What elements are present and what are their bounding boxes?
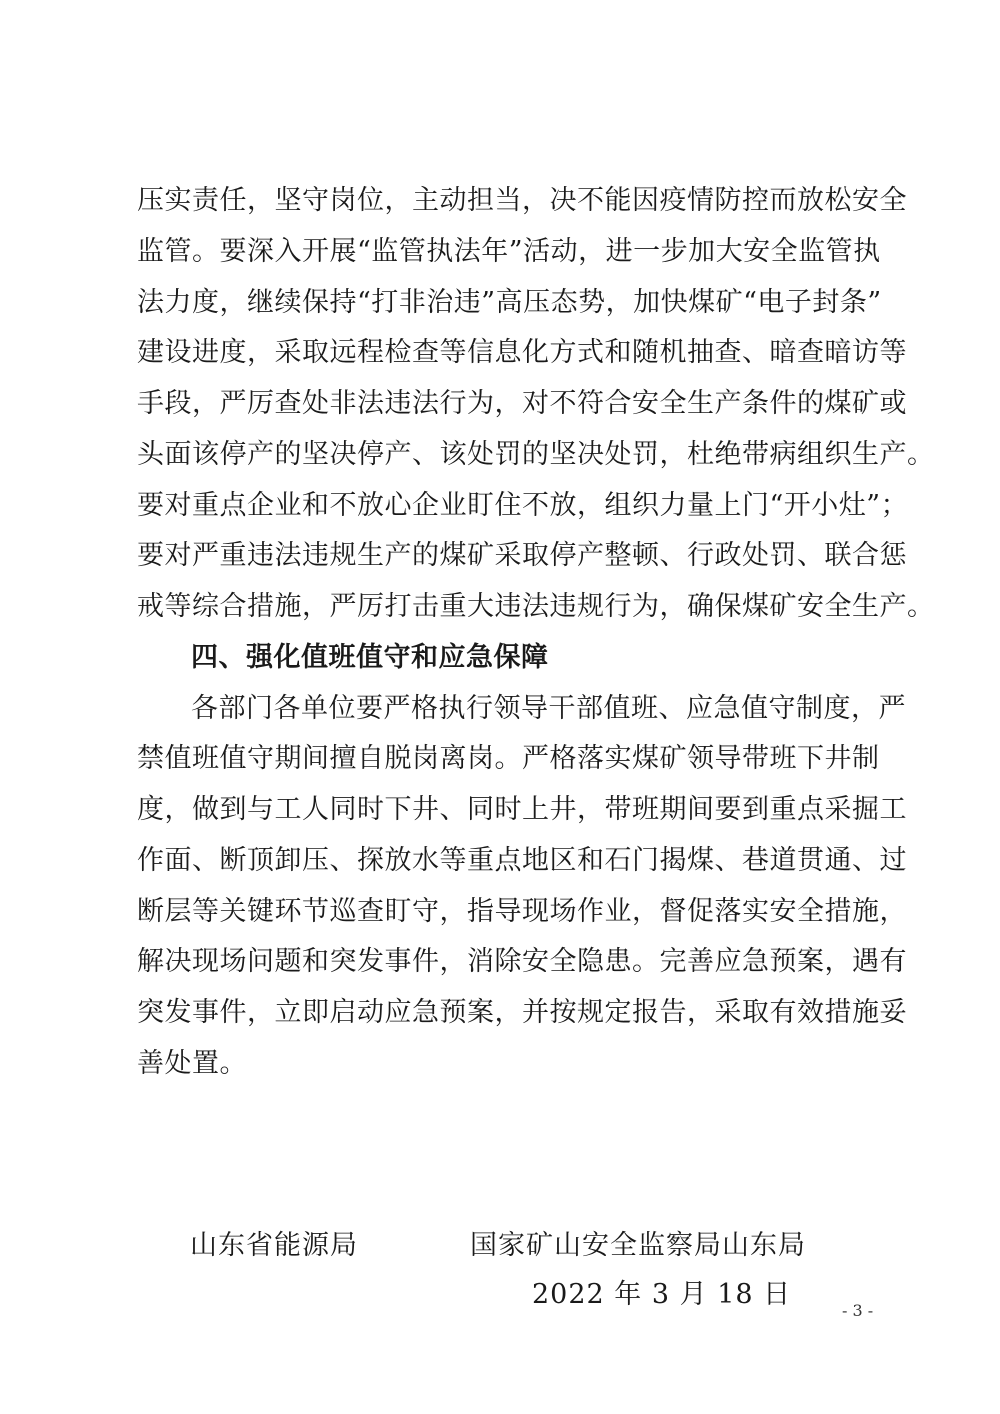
body-text-line: 作面、断顶卸压、探放水等重点地区和石门揭煤、巷道贯通、过 (137, 845, 907, 876)
body-text-line: 度，做到与工人同时下井、同时上井，带班期间要到重点采掘工 (137, 794, 907, 825)
body-text-line: 头面该停产的坚决停产、该处罚的坚决处罚，杜绝带病组织生产。 (137, 439, 935, 470)
body-text-line: 善处置。 (137, 1048, 247, 1079)
section-heading: 四、强化值班值守和应急保障 (191, 642, 549, 673)
page-number: - 3 - (842, 1301, 874, 1320)
body-text-line: 法力度，继续保持“打非治违”高压态势，加快煤矿“电子封条” (137, 287, 882, 318)
body-text-line: 监管。要深入开展“监管执法年”活动，进一步加大安全监管执 (137, 236, 881, 267)
body-text-line: 禁值班值守期间擅自脱岗离岗。严格落实煤矿领导带班下井制 (137, 743, 880, 774)
signature-org-1: 山东省能源局 (190, 1230, 358, 1261)
signature-date: 2022 年 3 月 18 日 (532, 1279, 792, 1310)
body-text-line: 手段，严厉查处非法违法行为，对不符合安全生产条件的煤矿或 (137, 388, 907, 419)
body-text-line: 突发事件，立即启动应急预案，并按规定报告，采取有效措施妥 (137, 997, 907, 1028)
body-text-line: 建设进度，采取远程检查等信息化方式和随机抽查、暗查暗访等 (137, 337, 907, 368)
signature-org-2: 国家矿山安全监察局山东局 (470, 1230, 806, 1261)
body-text-line: 要对重点企业和不放心企业盯住不放，组织力量上门“开小灶”； (137, 490, 909, 521)
body-text-line: 断层等关键环节巡查盯守，指导现场作业，督促落实安全措施， (137, 896, 907, 927)
body-text-line: 各部门各单位要严格执行领导干部值班、应急值守制度，严 (191, 693, 906, 724)
body-text-line: 压实责任，坚守岗位，主动担当，决不能因疫情防控而放松安全 (137, 185, 907, 216)
body-text-line: 要对严重违法违规生产的煤矿采取停产整顿、行政处罚、联合惩 (137, 540, 907, 571)
body-text-line: 解决现场问题和突发事件，消除安全隐患。完善应急预案，遇有 (137, 946, 907, 977)
body-text-line: 戒等综合措施，严厉打击重大违法违规行为，确保煤矿安全生产。 (137, 591, 935, 622)
